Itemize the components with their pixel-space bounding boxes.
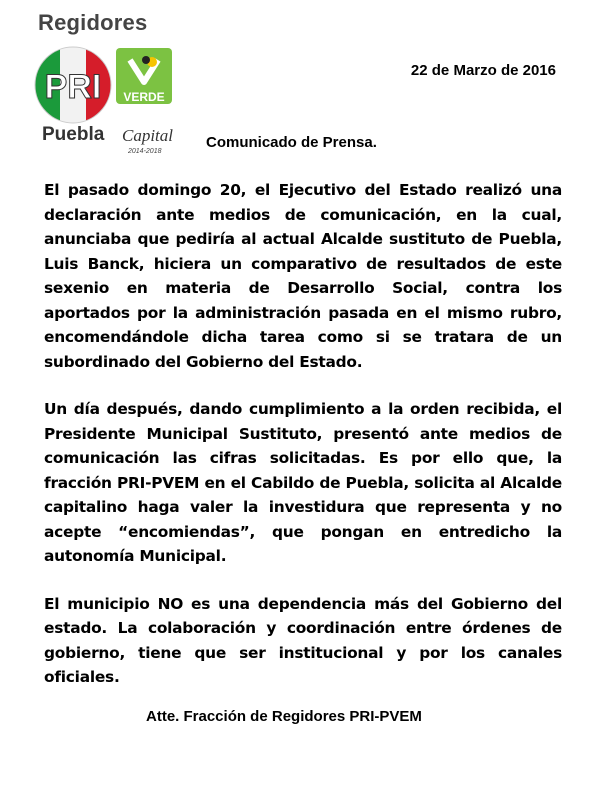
pri-logo <box>34 46 112 124</box>
document-date: 22 de Marzo de 2016 <box>410 62 556 79</box>
signature: Atte. Fracción de Regidores PRI-PVEM <box>146 708 422 725</box>
verde-logo-label: VERDE <box>123 90 165 104</box>
logo-block <box>34 8 184 160</box>
city-label: Puebla <box>42 124 105 145</box>
document-body <box>44 178 562 713</box>
verde-logo <box>116 48 172 104</box>
capital-label: Capital <box>122 126 174 145</box>
pri-logo-text: PRI <box>44 68 102 106</box>
logo-title: Regidores <box>38 10 148 35</box>
document-title: Comunicado de Prensa. <box>206 134 377 151</box>
paragraph-1: El pasado domingo 20, el Ejecutivo del Estado realizó una declaración ante medios de comunicación, en la cual, anunciaba que pediría al actual Alcalde sustituto de Puebla, Luis Banck, hiciera un comparativo de resultados de este sexenio en materia de Desarrollo Social, contra los aportados por la administración pasada en el mismo rubro, encomendándole dicha tarea como si se tratara de un subordinado del Gobierno del Estado. <box>44 181 562 371</box>
paragraph-2: Un día después, dando cumplimiento a la orden recibida, el Presidente Municipal Sustituto, presentó ante medios de comunicación las cifras solicitadas. Es por ello que, la fracción PRI-PVEM en el Cabildo de Puebla, solicita al Alcalde capitalino haga valer la investidura que representa y no acepte “encomiendas”, que pongan en entredicho la autonomía Municipal. <box>44 400 562 565</box>
term-years: 2014-2018 <box>128 148 162 155</box>
paragraph-3: El municipio NO es una dependencia más del Gobierno del estado. La colaboración y coordinación entre órdenes de gobierno, tiene que ser institucional y por los canales oficiales. <box>44 594 562 686</box>
